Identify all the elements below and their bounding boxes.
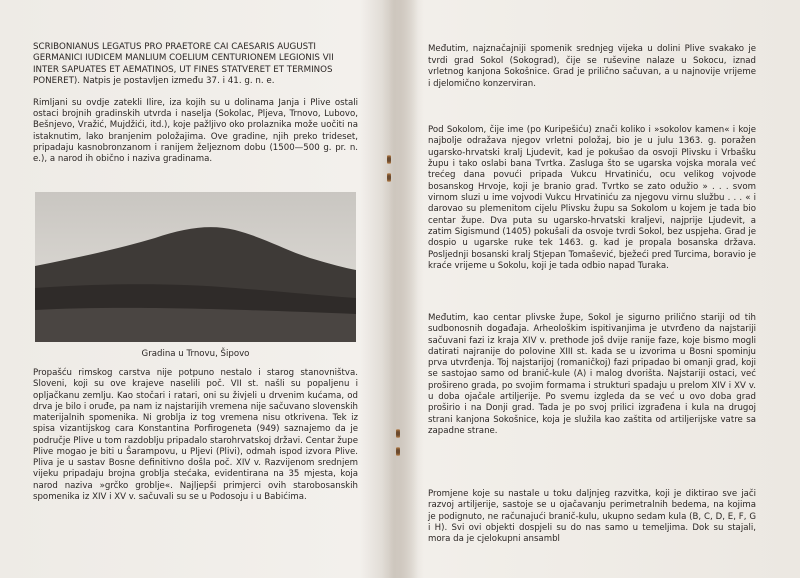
photo-caption: Gradina u Trnovu, Šipovo	[141, 349, 250, 359]
right-paragraph-towers: Promjene koje su nastale u toku daljnjeg razvitka, koji je diktirao sve jači razvoj artiljerije, sastoje se u ojačavanju perimetralnih bedema, na kojima je podignuto, ne računajući branič-kulu, ukupno sedam kula (B, C, D, E, F, G i H). Svi ovi objekti dospjeli su do nas samo u temeljima. Dok su stajali, mora da je cjelokupni ansambl	[428, 489, 756, 545]
right-paragraph-sokol: Međutim, najznačajniji spomenik srednjeg vijeka u dolini Plive svakako je tvrdi grad Sokol (Sokograd), čije se ruševine nalaze u Sokocu, iznad vrletnog kanjona Sokošnice. Grad je prilično sačuvan, a u najnovije vrijeme i djelomično konzerviran.	[428, 44, 756, 89]
staple-hole	[396, 446, 400, 457]
left-paragraph-illyrians: Rimljani su ovdje zatekli Ilire, iza kojih su u dolinama Janja i Plive ostali ostaci brojnih gradinskih utvrda i naselja (Sokolac, Pljeva, Trnovo, Lubovo, Bešnjevo, Vražić, Mujdžići, itd.), koje pažljivo oko prolaznika može uočiti na istaknutim, lako branjenim položajima. Ove gradine, njih preko trideset, pripadaju kasnobronzanom i ranijem željeznom dobu (1500—500 g. pr. n. e.), a narod ih obično i naziva gradinama.	[33, 98, 358, 165]
latin-text: SCRIBONIANUS LEGATUS PRO PRAETORE CAI CAESARIS AUGUSTI GERMANICI IUDICEM MANLIUM COELIUM CENTURIONEM LEGIONIS VII INTER SAPUATES ET AEMATINOS, UT FINES STATVERET ET TERMINOS PONERET).	[33, 42, 334, 87]
right-paragraph-history: Pod Sokolom, čije ime (po Kuripešiću) znači koliko i »sokolov kamen« i koje najbolje odražava njegov vrletni položaj, bio je u julu 1363. g. poražen ugarsko-hrvatski kralj Ljudevit, kad je pokušao da osvoji Plivsku i Vrbašku župu i tako oslabi bana Tvrtka. Zasluga što se ugarska vojska morala već trećeg dana povući pripada Vukcu Hrvatiniću, ocu velikog vojvode bosanskog Hrvoje, koji je branio grad. Tvrtko se zato odužio » . . . svom virnom sluzi u ime vojvodi Vukcu Hrvatiniću za njegovu virnu službu . . . « i darovao su plemenitom cijelu Plivsku župu sa Sokolom u kojem je tada bio centar župe. Dva puta su ugarsko-hrvatski kraljevi, najprije Ljudevit, a zatim Sigismund (1405) pokušali da osvoje tvrdi Sokol, bez uspjeha. Grad je dospio u ugarske ruke tek 1463. g. kad je propala bosanska država. Posljednji bosanski kralj Stjepan Tomašević, bježeći pred Turcima, boravio je kraće vrijeme u Sokolu, koji je tada odbio napad Turaka.	[428, 125, 756, 272]
staple-hole	[387, 154, 391, 165]
left-paragraph-slavs: Propašću rimskog carstva nije potpuno nestalo i starog stanovništva. Sloveni, koji su ove krajeve naselili poč. VII st. našli su popaljenu i opljačkanu zemlju. Kao stočari i ratari, oni su živjeli u drvenim kućama, od drva je bilo i oruđe, pa nam iz najstarijih vremena nije sačuvano slovenskih materijalnih spomenika. Ni groblja iz tog vremena nisu otkrivena. Tek iz spisa vizantijskog cara Konstantina Porfirogeneta (949) saznajemo da je područje Plive u tom razdoblju pripadalo starohrvatskoj državi. Centar župe Plive mogao je biti u Šarampovu, u Pljevi (Plivi), odmah ispod izvora Plive. Pliva je u sastav Bosne definitivno došla poč. XIV v. Razvijenom srednjem vijeku pripadaju brojna groblja stećaka, evidentirana na 35 mjesta, koja narod naziva »grčko groblje«. Najljepši primjerci ovih starobosanskih spomenika iz XIV i XV v. sačuvali su se u Podosoju i u Babićima.	[33, 368, 358, 502]
hill-photo	[35, 192, 356, 342]
staple-hole	[387, 172, 391, 183]
staple-hole	[396, 428, 400, 439]
right-paragraph-phases: Međutim, kao centar plivske župe, Sokol je sigurno prilično stariji od tih sudbonosnih događaja. Arheološkim ispitivanjima je utvrđeno da najstariji sačuvani fazi iz kraja XIV v. prethode još dvije ranije faze, koje bismo mogli datirati najranije do polovine XIII st. kada se u izvorima u Bosni spominju prva utvrđenja. Toj najstarijoj (romaničkoj) fazi pripadao bi omanji grad, koji se sastojao samo od branič-kule (A) i malog dvorišta. Najstariji ostaci, već prošireno grada, po svojim formama i strukturi spadaju u prelom XIV i XV v. u doba ojačale artiljerije. Po svemu izgleda da se već u ovo doba grad proširio i na Donji grad. Tada je po svoj prilici izgrađena i kula na drugoj strani kanjona Sokošnice, koja je služila kao zaštita od artiljerijske vatre sa zapadne strane.	[428, 313, 756, 436]
latin-inscription	[33, 42, 358, 88]
latin-note: Natpis je postavljen između 37. i 41. g. n. e.	[82, 76, 275, 87]
